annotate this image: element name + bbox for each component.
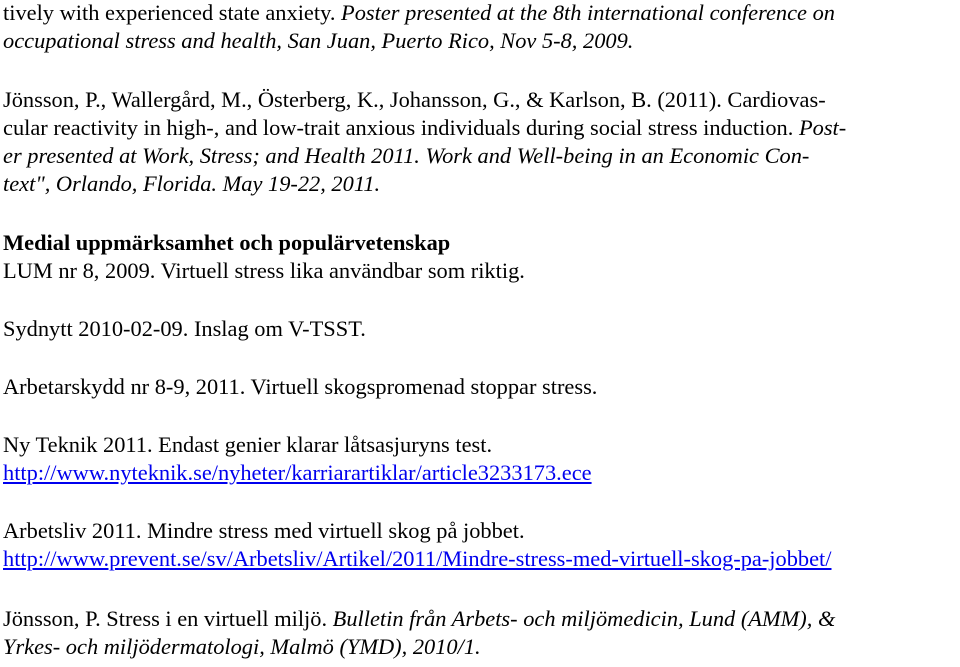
ref-last-line1	[3, 605, 835, 633]
nyteknik-link[interactable]: http://www.nyteknik.se/nyheter/karriarartiklar/article3233173.ece	[3, 460, 592, 485]
nyteknik-url	[3, 459, 592, 487]
media-item-arbetsliv: Arbetsliv 2011. Mindre stress med virtuell skog på jobbet.	[3, 518, 525, 543]
ref-last-line2: Yrkes- och miljödermatologi, Malmö (YMD), 2010/1.	[3, 634, 481, 659]
section-heading: Medial uppmärksamhet och populärvetenskap	[3, 230, 451, 255]
media-item-lum: LUM nr 8, 2009. Virtuell stress lika användbar som riktig.	[3, 258, 525, 283]
ref1-line1	[3, 0, 835, 27]
prevent-link[interactable]: http://www.prevent.se/sv/Arbetsliv/Artikel/2011/Mindre-stress-med-virtuell-skog-pa-jobbet/	[3, 546, 832, 571]
ref-last-venue: Bulletin från Arbets- och miljömedicin, Lund (AMM), &	[332, 606, 836, 631]
ref2-title-tail: cular reactivity in high-, and low-trait anxious individuals during social stress induction.	[3, 115, 794, 140]
ref2-line3: er presented at Work, Stress; and Health 2011. Work and Well-being in an Economic Con-	[3, 143, 810, 168]
ref2-line1: Jönsson, P., Wallergård, M., Österberg, K., Johansson, G., & Karlson, B. (2011). Cardiovas-	[3, 87, 826, 112]
ref2-line2	[3, 114, 846, 142]
ref-last-title: Jönsson, P. Stress i en virtuell miljö.	[3, 606, 333, 631]
ref2-venue-start: Post-	[793, 115, 847, 140]
ref1-line2: occupational stress and health, San Juan, Puerto Rico, Nov 5-8, 2009.	[3, 28, 634, 53]
media-item-nyteknik: Ny Teknik 2011. Endast genier klarar låtsasjuryns test.	[3, 432, 493, 457]
media-item-arbetarskydd: Arbetarskydd nr 8-9, 2011. Virtuell skogspromenad stoppar stress.	[3, 374, 598, 399]
media-item-sydnytt: Sydnytt 2010-02-09. Inslag om V-TSST.	[3, 316, 366, 341]
ref1-venue: Poster presented at the 8th international conference on	[341, 0, 835, 25]
ref2-line4: text", Orlando, Florida. May 19-22, 2011.	[3, 171, 381, 196]
arbetsliv-url	[3, 545, 832, 573]
ref1-authors-tail: tively with experienced state anxiety.	[3, 0, 342, 25]
